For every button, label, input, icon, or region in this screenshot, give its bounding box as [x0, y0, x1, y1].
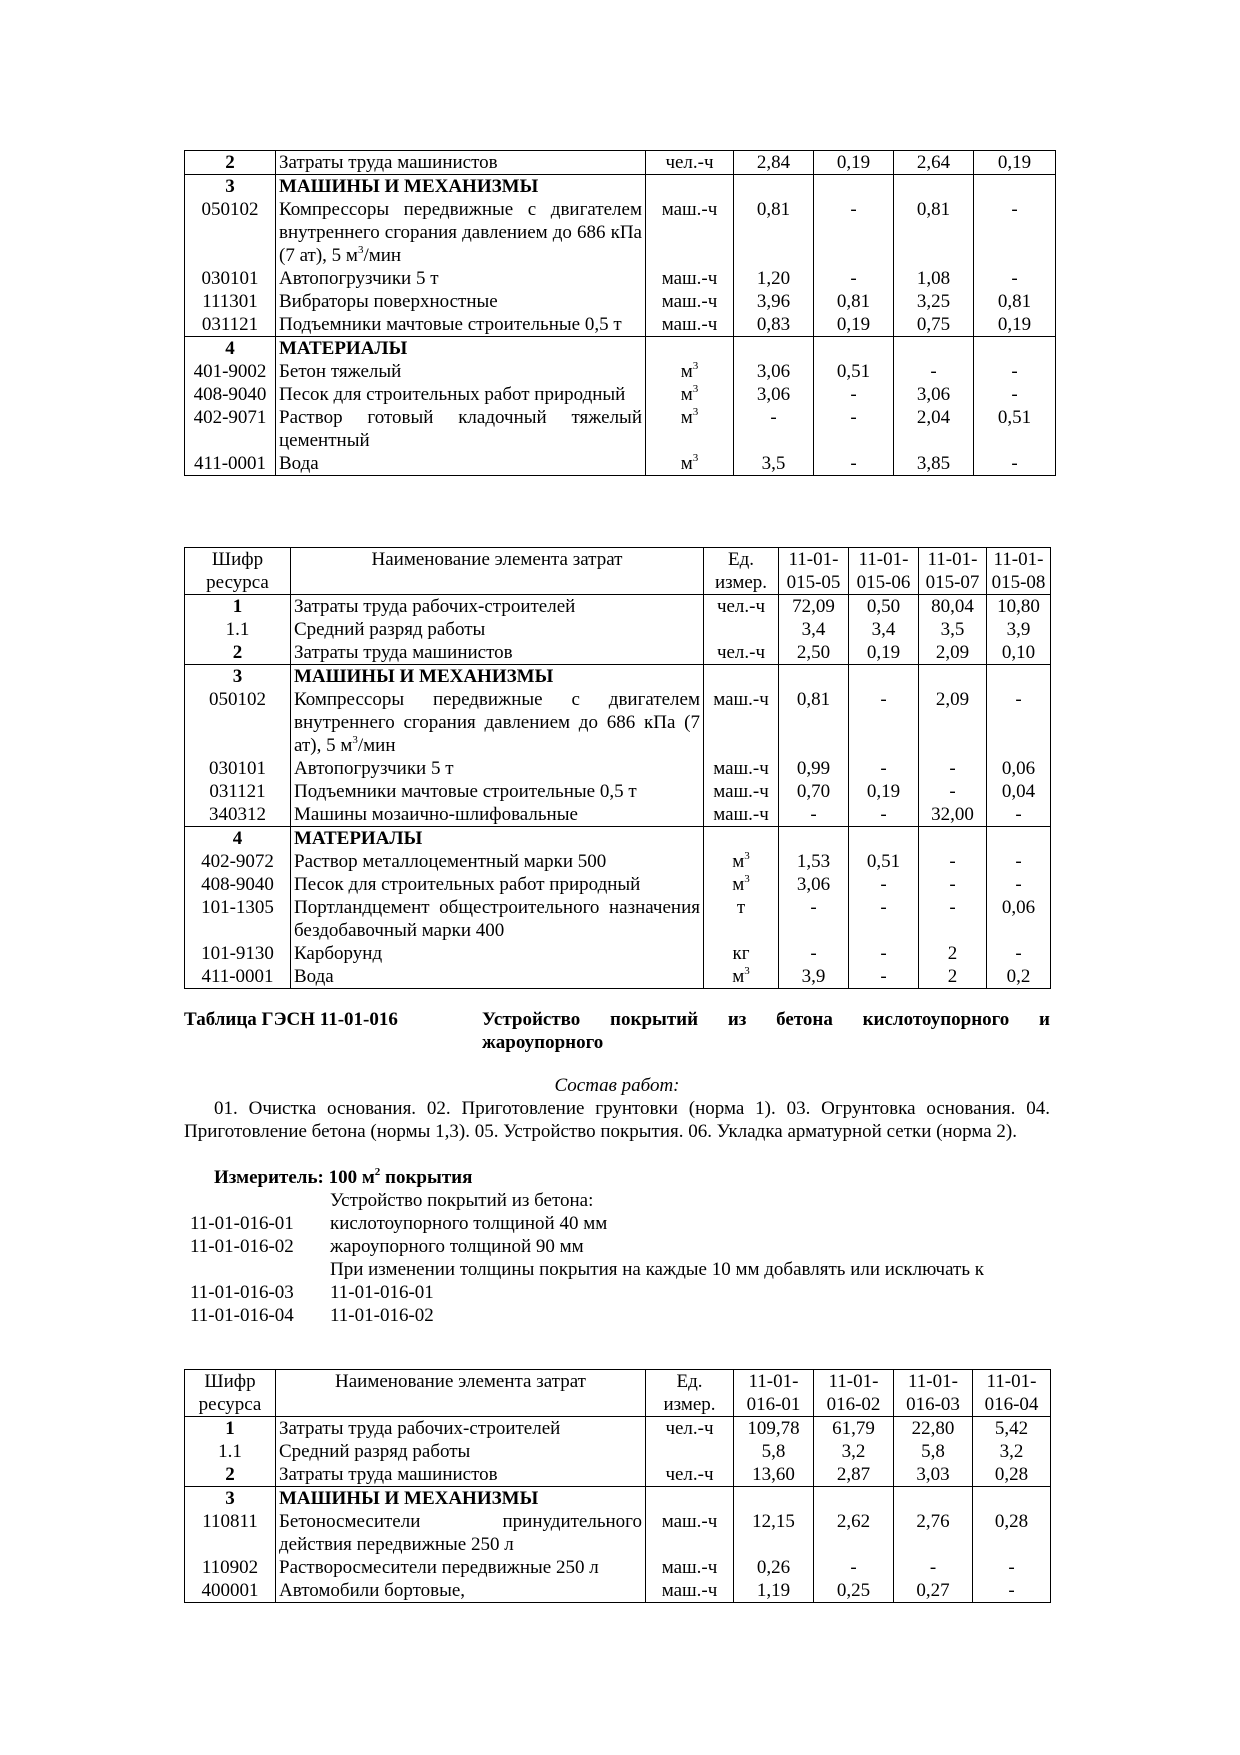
- value: 0,19: [814, 313, 894, 337]
- value: 0,51: [814, 360, 894, 383]
- value: 2,09: [919, 641, 987, 665]
- resource-code: 110902: [185, 1556, 276, 1579]
- value: 0,27: [894, 1579, 973, 1603]
- value: 3,5: [919, 618, 987, 641]
- value: 2,50: [779, 641, 849, 665]
- value: 0,70: [779, 780, 849, 803]
- unit: маш.-ч: [646, 290, 734, 313]
- section-title: МАТЕРИАЛЫ: [291, 827, 704, 851]
- header-code: Шифр ресурса: [185, 1370, 276, 1417]
- unit: $м^3$: [646, 452, 734, 476]
- value: -: [919, 873, 987, 896]
- value: 32,00: [919, 803, 987, 827]
- resource-code: 340312: [185, 803, 291, 827]
- unit: $м^3$: [704, 850, 779, 873]
- section-title: МАТЕРИАЛЫ: [276, 337, 646, 361]
- resource-code: 1: [185, 1417, 276, 1441]
- meter-suffix: покрытия: [380, 1167, 473, 1188]
- value: -: [894, 360, 974, 383]
- unit: кг: [704, 942, 779, 965]
- table-row: [185, 688, 1051, 757]
- resource-code: 408-9040: [185, 383, 276, 406]
- resource-code: 402-9072: [185, 850, 291, 873]
- unit: маш.-ч: [704, 757, 779, 780]
- value: 2,09: [919, 688, 987, 757]
- resource-name: Автопогрузчики 5 т: [291, 757, 704, 780]
- header-norm: 11-01-016-02: [814, 1370, 894, 1417]
- value: -: [919, 780, 987, 803]
- value: -: [814, 406, 894, 452]
- value: -: [849, 803, 919, 827]
- value: 0,19: [974, 313, 1056, 337]
- value: -: [814, 198, 894, 267]
- section-row: [185, 337, 1056, 361]
- resource-code: 408-9040: [185, 873, 291, 896]
- value: 0,26: [734, 1556, 814, 1579]
- value: -: [779, 803, 849, 827]
- value: 0,19: [814, 151, 894, 175]
- resource-name: Автопогрузчики 5 т: [276, 267, 646, 290]
- resource-table-015: [184, 547, 1051, 989]
- value: -: [849, 873, 919, 896]
- value: 5,8: [734, 1440, 814, 1463]
- unit: $м^3$: [704, 965, 779, 989]
- resource-name: Машины мозаично-шлифовальные: [291, 803, 704, 827]
- unit: чел.-ч: [646, 151, 734, 175]
- unit: [646, 1440, 734, 1463]
- resource-name: Песок для строительных работ природный: [276, 383, 646, 406]
- table-row: [185, 313, 1056, 337]
- resource-code: 411-0001: [185, 965, 291, 989]
- unit: маш.-ч: [704, 803, 779, 827]
- table-row: [185, 406, 1056, 452]
- resource-code: 101-9130: [185, 942, 291, 965]
- value: 5,42: [973, 1417, 1051, 1441]
- value: 0,19: [849, 641, 919, 665]
- resource-code: 2: [185, 641, 291, 665]
- value: -: [849, 896, 919, 942]
- unit: маш.-ч: [704, 688, 779, 757]
- value: 0,04: [987, 780, 1051, 803]
- resource-name: Подъемники мачтовые строительные 0,5 т: [291, 780, 704, 803]
- variant-text: кислотоупорного толщиной 40 мм: [330, 1213, 608, 1234]
- value: 3,4: [849, 618, 919, 641]
- table-row: [185, 290, 1056, 313]
- variant-text: 11-01-016-02: [330, 1305, 434, 1326]
- table-row: [185, 267, 1056, 290]
- resource-name: Песок для строительных работ природный: [291, 873, 704, 896]
- list-item: [184, 1304, 1064, 1327]
- table-row: [185, 360, 1056, 383]
- value: 0,81: [734, 198, 814, 267]
- value: 10,80: [987, 595, 1051, 619]
- value: 2: [919, 942, 987, 965]
- resource-code: 402-9071: [185, 406, 276, 452]
- resource-name: Затраты труда машинистов: [276, 151, 646, 175]
- table-row: [185, 965, 1051, 989]
- value: -: [973, 1579, 1051, 1603]
- resource-code: 110811: [185, 1510, 276, 1556]
- table-row: [185, 1440, 1051, 1463]
- resource-code: 030101: [185, 757, 291, 780]
- resource-name: Затраты труда машинистов: [291, 641, 704, 665]
- resource-name: Раствор металлоцементный марки 500: [291, 850, 704, 873]
- section-number: 3: [185, 665, 291, 689]
- table-row: [185, 1579, 1051, 1603]
- value: -: [814, 383, 894, 406]
- unit: чел.-ч: [646, 1463, 734, 1487]
- unit: $м^3$: [646, 383, 734, 406]
- table-row: [185, 896, 1051, 942]
- resource-name: Компрессоры передвижные с двигателем внутреннего сгорания давлением до 686 кПа (7 ат), 5 $м^3$/мин: [276, 198, 646, 267]
- table-row: [185, 595, 1051, 619]
- resource-name: Вибраторы поверхностные: [276, 290, 646, 313]
- resource-code: 031121: [185, 313, 276, 337]
- value: 3,06: [734, 360, 814, 383]
- value: 2,64: [894, 151, 974, 175]
- table-row: [185, 803, 1051, 827]
- table-row: [185, 618, 1051, 641]
- section-title: МАШИНЫ И МЕХАНИЗМЫ: [276, 1487, 646, 1511]
- resource-name: Карборунд: [291, 942, 704, 965]
- section-row: [185, 665, 1051, 689]
- value: 3,2: [814, 1440, 894, 1463]
- table-row: [185, 873, 1051, 896]
- table-row: [185, 850, 1051, 873]
- resource-name: Затраты труда машинистов: [276, 1463, 646, 1487]
- value: 2: [919, 965, 987, 989]
- resource-name: Бетон тяжелый: [276, 360, 646, 383]
- value: -: [779, 942, 849, 965]
- value: -: [974, 267, 1056, 290]
- value: -: [734, 406, 814, 452]
- resource-name: Вода: [291, 965, 704, 989]
- value: 3,06: [779, 873, 849, 896]
- work-composition-text: 01. Очистка основания. 02. Приготовление грунтовки (норма 1). 03. Огрунтовка основания. 04. Приготовление бетона (нормы 1,3). 05. Устройство покрытия. 06. Укладка арматурной сетки (норма 2).: [184, 1098, 1050, 1142]
- value: 80,04: [919, 595, 987, 619]
- meter-sup: 2: [374, 1166, 381, 1178]
- table-header: [185, 548, 1051, 595]
- section-number: 3: [185, 1487, 276, 1511]
- section-number: 4: [185, 827, 291, 851]
- section-number: 4: [185, 337, 276, 361]
- resource-name: Автомобили бортовые,: [276, 1579, 646, 1603]
- unit: маш.-ч: [646, 313, 734, 337]
- value: 3,2: [973, 1440, 1051, 1463]
- value: -: [974, 198, 1056, 267]
- header-code: Шифр ресурса: [185, 548, 291, 595]
- value: 0,19: [974, 151, 1056, 175]
- value: -: [987, 850, 1051, 873]
- unit: чел.-ч: [704, 641, 779, 665]
- list-item: [184, 1281, 1064, 1304]
- value: 109,78: [734, 1417, 814, 1441]
- resource-code: 030101: [185, 267, 276, 290]
- table-title-line2: жароупорного: [482, 1032, 604, 1053]
- header-norm: 11-01-016-04: [973, 1370, 1051, 1417]
- unit: маш.-ч: [646, 1556, 734, 1579]
- list-item: [184, 1212, 1064, 1235]
- table-row: [185, 942, 1051, 965]
- resource-name: Средний разряд работы: [276, 1440, 646, 1463]
- value: 1,08: [894, 267, 974, 290]
- value: 0,83: [734, 313, 814, 337]
- value: 5,8: [894, 1440, 973, 1463]
- table-row: [185, 780, 1051, 803]
- unit: [704, 618, 779, 641]
- value: -: [987, 688, 1051, 757]
- resource-code: 1.1: [185, 1440, 276, 1463]
- value: 3,9: [779, 965, 849, 989]
- value: 0,51: [849, 850, 919, 873]
- value: 0,81: [974, 290, 1056, 313]
- value: 3,4: [779, 618, 849, 641]
- resource-table-015-continued: [184, 150, 1056, 476]
- unit: маш.-ч: [704, 780, 779, 803]
- value: 3,85: [894, 452, 974, 476]
- value: 12,15: [734, 1510, 814, 1556]
- value: 0,75: [894, 313, 974, 337]
- unit: маш.-ч: [646, 198, 734, 267]
- resource-code: 1: [185, 595, 291, 619]
- table-row: [185, 641, 1051, 665]
- value: -: [987, 873, 1051, 896]
- unit: чел.-ч: [646, 1417, 734, 1441]
- value: -: [894, 1556, 973, 1579]
- header-norm: 11-01-015-08: [987, 548, 1051, 595]
- table-row: [185, 1556, 1051, 1579]
- resource-name: Вода: [276, 452, 646, 476]
- table-row: [185, 1463, 1051, 1487]
- value: 0,28: [973, 1510, 1051, 1556]
- resource-code: 1.1: [185, 618, 291, 641]
- resource-name: Затраты труда рабочих-строителей: [276, 1417, 646, 1441]
- section-title: МАШИНЫ И МЕХАНИЗМЫ: [291, 665, 704, 689]
- value: -: [814, 452, 894, 476]
- section-row: [185, 827, 1051, 851]
- resource-code: 050102: [185, 198, 276, 267]
- value: 1,19: [734, 1579, 814, 1603]
- resource-code: 050102: [185, 688, 291, 757]
- resource-code: 2: [185, 151, 276, 175]
- value: 0,06: [987, 896, 1051, 942]
- meter-prefix: Измеритель: 100 м: [214, 1167, 375, 1188]
- resource-table-016: [184, 1369, 1051, 1603]
- variant-text: 11-01-016-01: [330, 1282, 434, 1303]
- value: 2,84: [734, 151, 814, 175]
- value: -: [849, 942, 919, 965]
- value: 61,79: [814, 1417, 894, 1441]
- value: 1,20: [734, 267, 814, 290]
- section-title: МАШИНЫ И МЕХАНИЗМЫ: [276, 175, 646, 199]
- resource-code: 2: [185, 1463, 276, 1487]
- value: 0,50: [849, 595, 919, 619]
- table-header: [185, 1370, 1051, 1417]
- unit: маш.-ч: [646, 1579, 734, 1603]
- unit: маш.-ч: [646, 1510, 734, 1556]
- list-item: [184, 1235, 1064, 1258]
- resource-name: Средний разряд работы: [291, 618, 704, 641]
- value: 1,53: [779, 850, 849, 873]
- header-norm: 11-01-016-03: [894, 1370, 973, 1417]
- value: 0,10: [987, 641, 1051, 665]
- value: 0,81: [894, 198, 974, 267]
- resource-name: Бетоносмесители принудительного действия передвижные 250 л: [276, 1510, 646, 1556]
- value: -: [973, 1556, 1051, 1579]
- unit: т: [704, 896, 779, 942]
- table-row: [185, 757, 1051, 780]
- value: -: [849, 757, 919, 780]
- table-row: [185, 452, 1056, 476]
- value: 3,9: [987, 618, 1051, 641]
- value: 3,5: [734, 452, 814, 476]
- table-row: [185, 1510, 1051, 1556]
- header-norm: 11-01-015-06: [849, 548, 919, 595]
- value: -: [814, 267, 894, 290]
- list-item: [184, 1189, 1064, 1212]
- value: 0,06: [987, 757, 1051, 780]
- value: -: [849, 688, 919, 757]
- value: -: [919, 757, 987, 780]
- unit: чел.-ч: [704, 595, 779, 619]
- value: -: [919, 850, 987, 873]
- unit: $м^3$: [646, 360, 734, 383]
- variant-text: При изменении толщины покрытия на каждые 10 мм добавлять или исключать к: [330, 1259, 984, 1280]
- value: 0,2: [987, 965, 1051, 989]
- value: 0,81: [779, 688, 849, 757]
- header-unit: Ед. измер.: [704, 548, 779, 595]
- value: 72,09: [779, 595, 849, 619]
- header-name: Наименование элемента затрат: [276, 1370, 646, 1417]
- norm-variants-list: [184, 1189, 1064, 1327]
- variant-code: 11-01-016-04: [190, 1305, 294, 1326]
- resource-name: Раствор готовый кладочный тяжелый цементный: [276, 406, 646, 452]
- value: 0,19: [849, 780, 919, 803]
- value: 2,62: [814, 1510, 894, 1556]
- unit: $м^3$: [704, 873, 779, 896]
- resource-name: Затраты труда рабочих-строителей: [291, 595, 704, 619]
- unit: маш.-ч: [646, 267, 734, 290]
- table-row: [185, 383, 1056, 406]
- resource-name: Растворосмесители передвижные 250 л: [276, 1556, 646, 1579]
- resource-name: Компрессоры передвижные с двигателем внутреннего сгорания давлением до 686 кПа (7 ат), 5 $м^3$/мин: [291, 688, 704, 757]
- resource-code: 101-1305: [185, 896, 291, 942]
- value: 2,87: [814, 1463, 894, 1487]
- resource-code: 111301: [185, 290, 276, 313]
- value: 13,60: [734, 1463, 814, 1487]
- value: 0,81: [814, 290, 894, 313]
- value: -: [919, 896, 987, 942]
- resource-code: 031121: [185, 780, 291, 803]
- resource-name: Подъемники мачтовые строительные 0,5 т: [276, 313, 646, 337]
- value: 3,25: [894, 290, 974, 313]
- value: -: [974, 452, 1056, 476]
- resource-code: 411-0001: [185, 452, 276, 476]
- value: 22,80: [894, 1417, 973, 1441]
- variant-code: 11-01-016-02: [190, 1236, 294, 1257]
- value: -: [987, 803, 1051, 827]
- value: 2,04: [894, 406, 974, 452]
- work-composition-heading: Состав работ:: [554, 1075, 680, 1096]
- table-row: [185, 198, 1056, 267]
- unit: $м^3$: [646, 406, 734, 452]
- table-row: [185, 151, 1056, 175]
- section-row: [185, 175, 1056, 199]
- header-norm: 11-01-016-01: [734, 1370, 814, 1417]
- value: -: [814, 1556, 894, 1579]
- table-label: Таблица ГЭСН 11-01-016: [184, 1009, 398, 1030]
- value: 3,06: [734, 383, 814, 406]
- header-norm: 11-01-015-05: [779, 548, 849, 595]
- header-name: Наименование элемента затрат: [291, 548, 704, 595]
- value: 0,28: [973, 1463, 1051, 1487]
- table-row: [185, 1417, 1051, 1441]
- variant-text: Устройство покрытий из бетона:: [330, 1190, 594, 1211]
- variant-code: 11-01-016-01: [190, 1213, 294, 1234]
- value: 3,06: [894, 383, 974, 406]
- table-title-line1: Устройство покрытий из бетона кислотоупорного и: [482, 1009, 1050, 1030]
- header-norm: 11-01-015-07: [919, 548, 987, 595]
- variant-text: жароупорного толщиной 90 мм: [330, 1236, 584, 1257]
- value: -: [779, 896, 849, 942]
- header-unit: Ед. измер.: [646, 1370, 734, 1417]
- resource-code: 401-9002: [185, 360, 276, 383]
- value: -: [974, 383, 1056, 406]
- value: 2,76: [894, 1510, 973, 1556]
- value: -: [974, 360, 1056, 383]
- value: 0,25: [814, 1579, 894, 1603]
- table-title: [482, 1008, 1050, 1054]
- value: 3,03: [894, 1463, 973, 1487]
- section-row: [185, 1487, 1051, 1511]
- resource-name: Портландцемент общестроительного назначения бездобавочный марки 400: [291, 896, 704, 942]
- measurement-unit: [214, 1166, 472, 1189]
- value: -: [849, 965, 919, 989]
- value: 0,51: [974, 406, 1056, 452]
- list-item: [184, 1258, 1064, 1281]
- value: 3,96: [734, 290, 814, 313]
- variant-code: 11-01-016-03: [190, 1282, 294, 1303]
- section-number: 3: [185, 175, 276, 199]
- value: -: [987, 942, 1051, 965]
- value: 0,99: [779, 757, 849, 780]
- resource-code: 400001: [185, 1579, 276, 1603]
